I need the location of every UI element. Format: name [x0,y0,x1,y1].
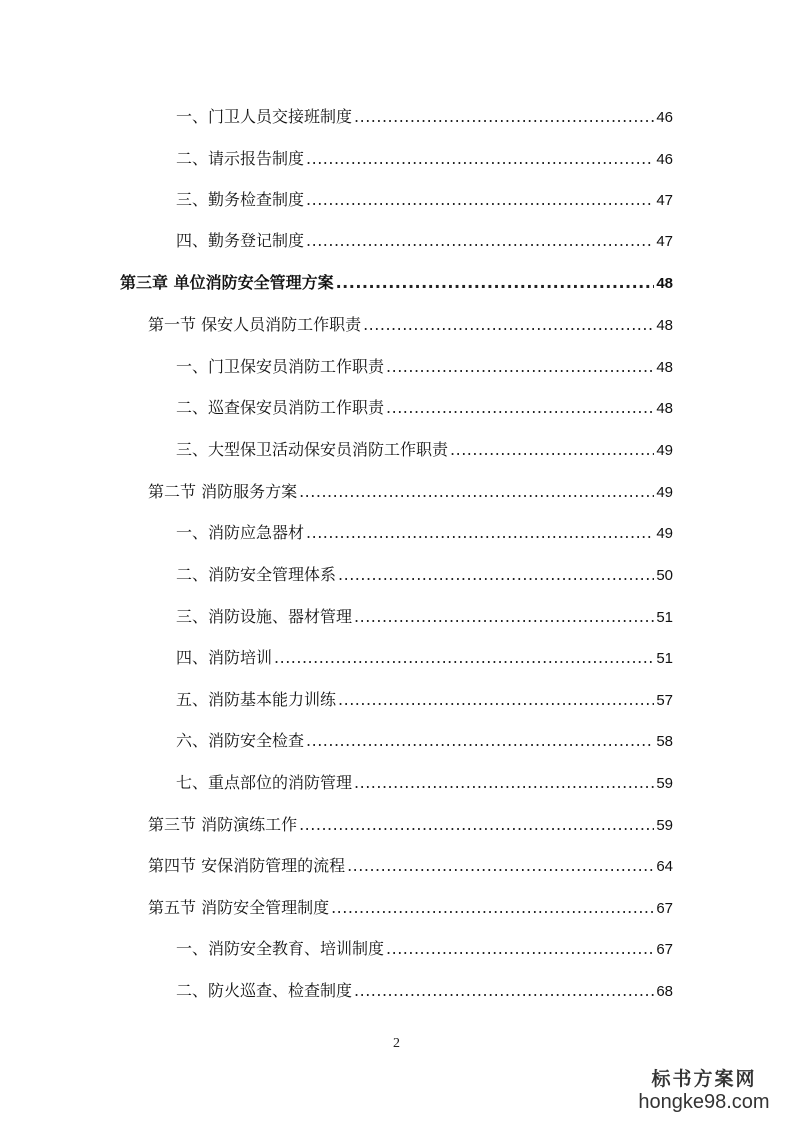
toc-entry-label: 一、门卫人员交接班制度 [176,107,353,126]
toc-entry-page: 46 [656,151,673,168]
dot-leader [386,936,654,962]
toc-entry[interactable] [176,187,673,213]
toc-entry-page: 64 [656,858,673,875]
toc-entry[interactable] [176,146,673,172]
dot-leader [450,437,654,463]
toc-entry-section[interactable] [148,895,673,921]
dot-leader [354,104,654,130]
dot-leader [306,146,654,172]
dot-leader [338,687,654,713]
dot-leader [354,770,654,796]
dot-leader [354,978,654,1004]
dot-leader [338,562,654,588]
toc-entry-section[interactable] [148,312,673,338]
toc-entry-label: 三、消防设施、器材管理 [176,607,353,626]
watermark-logo [629,1068,779,1114]
toc-entry[interactable] [176,645,673,671]
toc-entry-page: 48 [656,317,673,334]
toc-entry[interactable] [176,395,673,421]
toc-entry-page: 50 [656,567,673,584]
toc-entry-chapter[interactable] [120,270,673,296]
dot-leader [274,645,654,671]
toc-entry-page: 48 [656,359,673,376]
toc-entry-label: 二、请示报告制度 [176,149,305,168]
toc-entry-label: 五、消防基本能力训练 [176,690,337,709]
toc-entry-label: 四、消防培训 [176,648,273,667]
toc-entry-label: 第四节 安保消防管理的流程 [148,856,346,875]
toc-entry[interactable] [176,437,673,463]
toc-entry[interactable] [176,936,673,962]
toc-entry-label: 第三节 消防演练工作 [148,815,298,834]
dot-leader [347,853,654,879]
toc-entry-page: 67 [656,900,673,917]
toc-entry[interactable] [176,228,673,254]
dot-leader [306,520,654,546]
toc-entry-page: 51 [656,609,673,626]
toc-entry[interactable] [176,354,673,380]
toc-entry[interactable] [176,978,673,1004]
toc-entry[interactable] [176,687,673,713]
toc-entry-page: 48 [656,275,673,292]
toc-entry[interactable] [176,770,673,796]
dot-leader [386,354,654,380]
dot-leader [354,604,654,630]
toc-entry-page: 46 [656,109,673,126]
toc-entry-page: 67 [656,941,673,958]
toc-entry-label: 一、消防安全教育、培训制度 [176,939,385,958]
dot-leader [306,228,654,254]
toc-entry[interactable] [176,604,673,630]
dot-leader [336,270,655,296]
toc-entry-label: 一、消防应急器材 [176,523,305,542]
toc-entry-section[interactable] [148,479,673,505]
toc-entry[interactable] [176,104,673,130]
toc-entry-label: 四、勤务登记制度 [176,231,305,250]
toc-entry-label: 第一节 保安人员消防工作职责 [148,315,362,334]
toc-entry-page: 51 [656,650,673,667]
toc-entry-page: 49 [656,442,673,459]
dot-leader [306,728,654,754]
dot-leader [363,312,654,338]
toc-entry-label: 二、消防安全管理体系 [176,565,337,584]
watermark-url: hongke98.com [638,1091,770,1113]
toc-entry[interactable] [176,562,673,588]
toc-entry-page: 48 [656,400,673,417]
toc-entry-page: 57 [656,692,673,709]
dot-leader [299,479,654,505]
toc-entry-page: 49 [656,525,673,542]
toc-entry-label: 第二节 消防服务方案 [148,482,298,501]
toc-entry-label: 六、消防安全检查 [176,731,305,750]
toc-entry-label: 第三章 单位消防安全管理方案 [120,273,334,292]
toc-entry-label: 二、防火巡查、检查制度 [176,981,353,1000]
toc-entry-label: 七、重点部位的消防管理 [176,773,353,792]
toc-entry-label: 第五节 消防安全管理制度 [148,898,330,917]
toc-entry-label: 二、巡查保安员消防工作职责 [176,398,385,417]
page-number: 2 [393,1036,400,1051]
toc-entry-page: 47 [656,192,673,209]
dot-leader [331,895,654,921]
toc-entry[interactable] [176,520,673,546]
toc-entry[interactable] [176,728,673,754]
dot-leader [299,812,654,838]
toc-entry-page: 59 [656,817,673,834]
toc-entry-section[interactable] [148,812,673,838]
watermark-name: 标书方案网 [651,1068,757,1090]
toc-entry-section[interactable] [148,853,673,879]
dot-leader [386,395,654,421]
toc-entry-label: 三、勤务检查制度 [176,190,305,209]
dot-leader [306,187,654,213]
toc-entry-label: 一、门卫保安员消防工作职责 [176,357,385,376]
toc-entry-page: 68 [656,983,673,1000]
toc-entry-page: 59 [656,775,673,792]
toc-entry-label: 三、大型保卫活动保安员消防工作职责 [176,440,449,459]
toc-entry-page: 58 [656,733,673,750]
toc-entry-page: 49 [656,484,673,501]
toc-entry-page: 47 [656,233,673,250]
